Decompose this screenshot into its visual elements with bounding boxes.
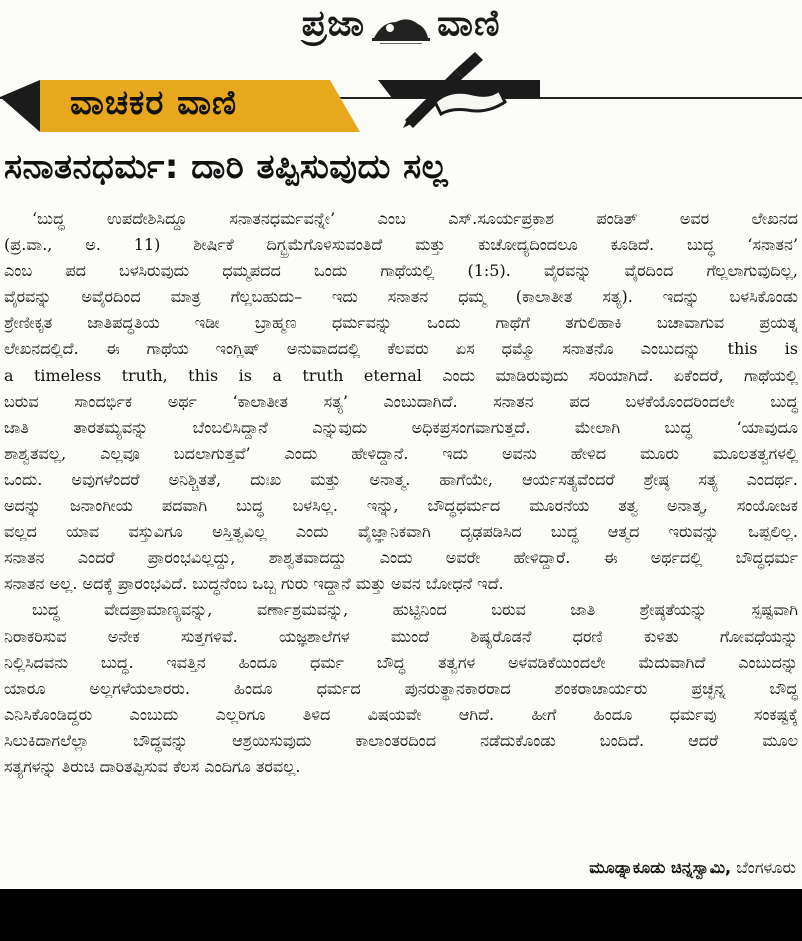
masthead-right: ವಾಣಿ [437, 2, 501, 44]
body-line: a timeless truth, this is a truth eternal ಎಂದು ಮಾಡಿರುವುದು ಸರಿಯಾಗಿದೆ. ಏಕೆಂದರೆ, ಗಾಥೆಯಲ್ಲಿ [4, 365, 798, 385]
body-line: ನಿರಾಕರಿಸುವ ಅನೇಕ ಸುತ್ತಗಳಿವೆ. ಯಜ್ಞಶಾಲೆಗಳ ಮುಂದೆ ಶಿಷ್ಯರೊಡನೆ ಧರಣಿ ಕುಳಿತು ಗೋವಧೆಯನ್ನು [4, 626, 798, 646]
author-place: ಬೆಂಗಳೂರು [736, 858, 796, 877]
body-line: ಜಾತಿ ತಾರತಮ್ಯವನ್ನು ಬೆಂಬಲಿಸಿದ್ದಾನೆ ಎನ್ನುವುದು ಅಧಿಕಪ್ರಸಂಗವಾಗುತ್ತದೆ. ಮೇಲಾಗಿ ಬುದ್ಧ ‘ಯಾವುದೂ [4, 417, 798, 437]
pen-hand-icon [395, 50, 515, 130]
body-line: ಸಿಲುಕಿದಾಗಲೆಲ್ಲಾ ಬೌದ್ಧವನ್ನು ಆಶ್ರಯಿಸುವುದು ಕಾಲಾಂತರದಿಂದ ನಡೆದುಕೊಂಡು ಬಂದಿದೆ. ಆದರೆ ಮೂಲ [4, 730, 798, 750]
body-line: ವಲ್ಲದ ಯಾವ ವಸ್ತುವಿಗೂ ಅಸ್ತಿತ್ವವಿಲ್ಲ ಎಂದು ವೈಜ್ಞಾನಿಕವಾಗಿ ದೃಢಪಡಿಸಿದ ಬುದ್ಧ ಆತ್ಮದ ಇರುವನ್ನು ಒಪ್ಪಲಿಲ್ಲ. [4, 522, 798, 542]
body-line: ಶ್ರೇಣೀಕೃತ ಜಾತಿಪದ್ಧತಿಯ ಇಡೀ ಬ್ರಾಹ್ಮಣ ಧರ್ಮವನ್ನು ಒಂದು ಗಾಥೆಗೆ ತಗುಲಿಹಾಕಿ ಬಚಾವಾಗುವ ಪ್ರಯತ್ನ [4, 313, 798, 333]
body-line: ಸತ್ಯಗಳನ್ನು ತಿರುಚಿ ದಾರಿತಪ್ಪಿಸುವ ಕೆಲಸ ಎಂದಿಗೂ ತರವಲ್ಲ. [4, 756, 301, 776]
author-signature [589, 858, 796, 878]
author-name: ಮೂಡ್ನಾಕೂಡು ಚಿನ್ನಸ್ವಾಮಿ, [589, 858, 732, 877]
body-line: ಬರುವ ಸಾಂದರ್ಭಿಕ ಅರ್ಥ ‘ಕಾಲಾತೀತ ಸತ್ಯ’ ಎಂಬುದಾಗಿದೆ. ಸನಾತನ ಪದ ಬಳಕೆಯೊಂದರಿಂದಲೇ ಬುದ್ಧ [4, 391, 798, 411]
body-line: ವೈರವನ್ನು ಅವೈರದಿಂದ ಮಾತ್ರ ಗೆಲ್ಲಬಹುದು– ಇದು ಸನಾತನ ಧಮ್ಮ (ಕಾಲಾತೀತ ಸತ್ಯ). ಇದನ್ನು ಬಳಸಿಕೊಂಡು [4, 287, 798, 307]
article-headline: ಸನಾತನಧರ್ಮ: ದಾರಿ ತಪ್ಪಿಸುವುದು ಸಲ್ಲ [4, 147, 449, 187]
body-line: ಬುದ್ಧ ವೇದಪ್ರಾಮಾಣ್ಯವನ್ನು, ವರ್ಣಾಶ್ರಮವನ್ನು, ಹುಟ್ಟಿನಿಂದ ಬರುವ ಜಾತಿ ಶ್ರೇಷ್ಠತೆಯನ್ನು ಸ್ಪಷ್ಟವಾಗಿ [32, 600, 798, 620]
body-line: ಸನಾತನ ಅಲ್ಲ. ಅದಕ್ಕೆ ಪ್ರಾರಂಭವಿದೆ. ಬುದ್ಧನೆಂಬ ಒಬ್ಬ ಗುರು ಇದ್ದಾನೆ ಮತ್ತು ಅವನ ಬೋಧನೆ ಇದೆ. [4, 574, 504, 594]
body-line: ಸನಾತನ ಎಂದರೆ ಪ್ರಾರಂಭವಿಲ್ಲದ್ದು, ಶಾಶ್ವತವಾದದ್ದು ಎಂದು ಅವರೇ ಹೇಳಿದ್ದಾರೆ. ಈ ಅರ್ಥದಲ್ಲಿ ಬೌದ್ಧಧರ್ಮ [4, 548, 798, 568]
body-line: ಅದನ್ನು ಜನಾಂಗೀಯ ಪದವಾಗಿ ಬುದ್ಧ ಬಳಸಿಲ್ಲ. ಇನ್ನು, ಬೌದ್ಧಧರ್ಮದ ಮೂರನೆಯ ತತ್ವ ಅನಾತ್ಮ, ಸಂಯೋಜಕ [4, 496, 798, 516]
body-line: ಒಂದು. ಅವುಗಳೆಂದರೆ ಅನಿಶ್ಚಿತತೆ, ದುಃಖ ಮತ್ತು ಅನಾತ್ಮ. ಹಾಗೆಯೇ, ಆರ್ಯಸತ್ಯವೆಂದರೆ ಶ್ರೇಷ್ಠ ಸತ್ಯ ಎಂದರ್ಥ. [4, 469, 798, 489]
body-line: ಯಾರೂ ಅಲ್ಲಗಳೆಯಲಾರರು. ಹಿಂದೂ ಧರ್ಮದ ಪುನರುತ್ಥಾನಕಾರರಾದ ಶಂಕರಾಚಾರ್ಯರು ಪ್ರಚ್ಛನ್ನ ಬೌದ್ಧ [4, 678, 798, 698]
body-line: ‘ಬುದ್ಧ ಉಪದೇಶಿಸಿದ್ದೂ ಸನಾತನಧರ್ಮವನ್ನೇ’ ಎಂಬ ಎಸ್.ಸೂರ್ಯಪ್ರಕಾಶ ಪಂಡಿತ್ ಅವರ ಲೇಖನದ [32, 209, 798, 228]
body-line: ಎಂಬ ಪದ ಬಳಸಿರುವುದು ಧಮ್ಮಪದದ ಒಂದು ಗಾಥೆಯಲ್ಲಿ (1:5). ವೈರವನ್ನು ವೈರದಿಂದ ಗೆಲ್ಲಲಾಗುವುದಿಲ್ಲ, [4, 261, 798, 281]
body-line: ಲೇಖನದಲ್ಲಿದೆ. ಈ ಗಾಥೆಯ ಇಂಗ್ಲಿಷ್ ಅನುವಾದದಲ್ಲಿ ಕೆಲವರು ಏಸ ಧಮ್ಮೊ ಸನಾತನೊ ಎಂಬುದನ್ನು this is [4, 339, 798, 359]
section-label: ವಾಚಕರ ವಾಣಿ [70, 83, 238, 123]
masthead-left: ಪ್ರಜಾ [301, 2, 366, 44]
article-body [4, 206, 798, 780]
body-line: ಎನಿಸಿಕೊಂಡಿದ್ದರು ಎಂಬುದು ಎಲ್ಲರಿಗೂ ತಿಳಿದ ವಿಷಯವೇ ಆಗಿದೆ. ಹೀಗೆ ಹಿಂದೂ ಧರ್ಮವು ಸಂಕಷ್ಟಕ್ಕೆ [4, 704, 798, 724]
masthead [0, 2, 802, 50]
body-line: ನಿಲ್ಲಿಸಿದವನು ಬುದ್ಧ. ಇವತ್ತಿನ ಹಿಂದೂ ಧರ್ಮ ಬೌದ್ಧ ತತ್ವಗಳ ಅಳವಡಿಕೆಯಿಂದಲೇ ಮೆದುವಾಗಿದೆ ಎಂಬುದನ್ನು [4, 652, 798, 672]
masthead-emblem-icon [368, 8, 434, 48]
body-line: (ಪ್ರ.ವಾ., ಅ. 11) ಶೀರ್ಷಿಕೆ ದಿಗ್ಭ್ರಮೆಗೊಳಿಸುವಂತಿದೆ ಮತ್ತು ಕುಚೋದ್ಯದಿಂದಲೂ ಕೂಡಿದೆ. ಬುದ್ಧ ‘ಸನಾತನ’ [4, 235, 798, 255]
body-line: ಶಾಶ್ವತವಲ್ಲ, ಎಲ್ಲವೂ ಬದಲಾಗುತ್ತವೆ’ ಎಂದು ಹೇಳಿದ್ದಾನೆ. ಇದು ಅವನು ಹೇಳಿದ ಮೂರು ಮೂಲತತ್ವಗಳಲ್ಲಿ [4, 443, 798, 463]
